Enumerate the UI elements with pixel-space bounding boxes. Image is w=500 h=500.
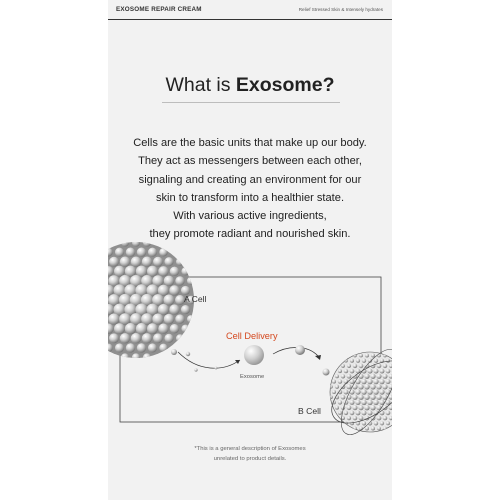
- cell-bead: [347, 405, 352, 410]
- cell-bead: [359, 416, 364, 421]
- cell-bead: [344, 411, 348, 415]
- cell-bead: [332, 380, 336, 384]
- exosome-vesicle: [171, 349, 177, 355]
- cell-bead: [159, 344, 167, 352]
- cell-bead: [358, 384, 363, 389]
- cell-bead: [350, 421, 354, 425]
- cell-bead: [137, 343, 146, 352]
- description-line: skin to transform into a healthier state.: [155, 191, 345, 204]
- cell-bead: [367, 369, 372, 374]
- description-line: Cells are the basic units that make up our body.: [133, 137, 367, 149]
- cell-bead: [338, 369, 342, 373]
- brand-name: EXOSOME REPAIR CREAM: [116, 6, 202, 13]
- cell-bead: [374, 421, 378, 425]
- cell-bead: [385, 379, 390, 384]
- cell-bead: [376, 384, 381, 389]
- cell-bead: [143, 239, 151, 247]
- description-line: they promote radiant and nourished skin.: [149, 228, 351, 241]
- cell-bead: [335, 406, 339, 410]
- cell-bead: [349, 389, 354, 394]
- cell-bead: [377, 427, 381, 431]
- cell-bead: [143, 353, 151, 361]
- exosome-vesicle: [295, 345, 305, 355]
- cell-bead: [120, 333, 130, 343]
- cell-a-label: A Cell: [184, 294, 207, 304]
- cell-bead: [125, 323, 136, 334]
- exosome-particle: [244, 345, 264, 365]
- cell-bead: [142, 257, 152, 267]
- cell-bead: [371, 354, 375, 358]
- cell-bead: [164, 276, 175, 287]
- cell-bead: [329, 395, 333, 399]
- cell-bead: [158, 324, 168, 334]
- cell-delivery-label: Cell Delivery: [226, 331, 278, 341]
- cell-bead: [376, 374, 381, 379]
- cell-bead: [376, 405, 381, 410]
- heading-emphasis: Exosome?: [235, 74, 335, 96]
- cell-bead: [347, 416, 351, 420]
- cell-bead: [114, 323, 125, 334]
- footnote-line: unrelated to product details.: [213, 456, 287, 462]
- cell-bead: [329, 385, 333, 389]
- cell-bead: [120, 257, 130, 267]
- cell-bead: [132, 239, 140, 247]
- cell-bead: [382, 374, 387, 379]
- cell-bead: [365, 354, 369, 358]
- cell-bead: [355, 400, 360, 405]
- cell-bead: [365, 427, 369, 431]
- cell-bead: [335, 385, 339, 389]
- cell-bead: [383, 364, 387, 368]
- arrowhead-icon: [315, 355, 321, 360]
- cell-bead: [159, 248, 167, 256]
- cell-bead: [370, 405, 375, 410]
- cell-bead: [187, 277, 195, 285]
- cell-bead: [181, 267, 189, 275]
- cell-bead: [361, 400, 366, 405]
- cell-bead: [362, 421, 366, 425]
- cell-bead: [383, 416, 387, 420]
- cell-bead: [364, 394, 370, 400]
- cell-bead: [386, 369, 391, 374]
- cell-bead: [361, 410, 366, 415]
- cell-bead: [358, 374, 363, 379]
- brand-tagline: Relief Stressed Skin & Intensely hydrates: [298, 7, 383, 12]
- cell-bead: [371, 427, 375, 431]
- cell-b-label: B Cell: [298, 406, 321, 416]
- cell-bead: [386, 359, 390, 363]
- cell-bead: [131, 256, 142, 267]
- cell-bead: [344, 369, 348, 373]
- cell-bead: [356, 410, 361, 415]
- cell-bead: [158, 266, 168, 276]
- cell-bead: [377, 364, 382, 369]
- cell-bead: [350, 411, 355, 416]
- cell-bead: [355, 389, 360, 394]
- cell-bead: [175, 276, 184, 285]
- cell-bead: [108, 313, 119, 324]
- cell-bead: [115, 248, 124, 257]
- cell-bead: [367, 410, 372, 415]
- cell-bead: [109, 333, 119, 343]
- cell-bead: [364, 384, 370, 390]
- cell-bead: [335, 374, 339, 378]
- cell-bead: [109, 257, 119, 267]
- cell-bead: [153, 333, 163, 343]
- cell-bead: [373, 369, 378, 374]
- cell-bead: [350, 369, 355, 374]
- cell-bead: [368, 421, 372, 425]
- description-line: They act as messengers between each other,: [138, 155, 362, 168]
- cell-bead: [164, 257, 173, 266]
- cell-bead: [158, 304, 169, 315]
- cell-bead: [352, 405, 357, 410]
- cell-bead: [346, 384, 351, 389]
- disclaimer-footnote: [108, 444, 392, 464]
- cell-bead: [359, 354, 363, 358]
- cell-bead: [170, 267, 179, 276]
- footnote-line: *This is a general description of Exosomes: [194, 446, 306, 452]
- cell-bead: [385, 389, 390, 394]
- cell-bead: [338, 400, 342, 404]
- cell-bead: [374, 359, 378, 363]
- cell-bead: [373, 389, 379, 395]
- cell-bead: [115, 343, 124, 352]
- cell-bead: [136, 323, 147, 334]
- exosome-vesicle: [186, 352, 190, 356]
- cell-bead: [349, 400, 354, 405]
- cell-bead: [121, 353, 129, 361]
- cell-bead: [153, 257, 163, 267]
- description-line: With various active ingredients,: [173, 210, 327, 223]
- cell-bead: [169, 285, 179, 295]
- cell-bead: [132, 353, 140, 361]
- cell-bead: [379, 389, 384, 394]
- cell-bead: [370, 384, 376, 390]
- cell-bead: [341, 374, 345, 378]
- cell-bead: [368, 359, 372, 363]
- cell-bead: [353, 364, 357, 368]
- cell-bead: [147, 323, 158, 334]
- cell-bead: [148, 343, 157, 352]
- cell-bead: [382, 384, 387, 389]
- cell-bead: [364, 374, 369, 379]
- cell-bead: [361, 379, 366, 384]
- cell-bead: [367, 389, 373, 395]
- cell-bead: [332, 390, 336, 394]
- cell-bead: [377, 416, 382, 421]
- cell-bead: [341, 395, 346, 400]
- cell-bead: [170, 324, 179, 333]
- cell-bead: [380, 369, 385, 374]
- exosome-vesicle: [194, 368, 197, 371]
- cell-bead: [121, 239, 129, 247]
- cell-bead: [181, 325, 189, 333]
- cell-bead: [148, 248, 157, 257]
- cell-bead: [338, 411, 342, 415]
- cell-bead: [358, 405, 363, 410]
- cell-bead: [356, 359, 360, 363]
- cell-bead: [181, 305, 190, 314]
- cell-bead: [379, 379, 384, 384]
- cell-bead: [364, 405, 369, 410]
- cell-bead: [353, 416, 357, 420]
- cell-bead: [386, 411, 391, 416]
- cell-bead: [347, 374, 352, 379]
- exosome-vesicle: [323, 369, 330, 376]
- cell-bead: [176, 334, 184, 342]
- cell-bead: [164, 334, 173, 343]
- cell-bead: [373, 379, 378, 384]
- cell-bead: [386, 421, 390, 425]
- cell-bead: [373, 400, 378, 405]
- cell-bead: [367, 379, 372, 384]
- exosome-delivery-diagram: [108, 0, 392, 500]
- cell-bead: [137, 248, 146, 257]
- cell-bead: [126, 248, 135, 257]
- product-detail-panel: [108, 0, 392, 500]
- cell-bead: [164, 295, 175, 306]
- cell-bead: [370, 394, 376, 400]
- cell-bead: [380, 421, 384, 425]
- arrowhead-icon: [235, 360, 240, 364]
- cell-bead: [358, 394, 363, 399]
- cell-bead: [187, 315, 195, 323]
- cell-bead: [341, 364, 345, 368]
- cell-bead: [370, 374, 375, 379]
- cell-bead: [114, 266, 125, 277]
- exosome-label: Exosome: [240, 374, 265, 380]
- cell-bead: [164, 314, 175, 325]
- cell-bead: [352, 395, 357, 400]
- cell-bead: [359, 364, 364, 369]
- cell-bead: [338, 379, 342, 383]
- cell-bead: [176, 258, 184, 266]
- description-line: signaling and creating an environment for our: [138, 173, 362, 186]
- cell-bead: [347, 364, 351, 368]
- cell-bead: [142, 333, 152, 343]
- cell-bead: [126, 343, 135, 352]
- cell-bead: [350, 359, 354, 363]
- heading-lead: What is: [165, 74, 236, 96]
- cell-bead: [344, 390, 349, 395]
- cell-bead: [376, 394, 381, 399]
- cell-bead: [361, 389, 367, 395]
- cell-bead: [175, 314, 184, 323]
- cell-bead: [367, 400, 372, 405]
- cell-bead: [169, 304, 179, 314]
- cell-bead: [147, 266, 158, 277]
- cell-bead: [131, 333, 142, 344]
- cell-bead: [362, 359, 366, 363]
- exosome-vesicle: [215, 367, 218, 370]
- cell-bead: [152, 313, 163, 324]
